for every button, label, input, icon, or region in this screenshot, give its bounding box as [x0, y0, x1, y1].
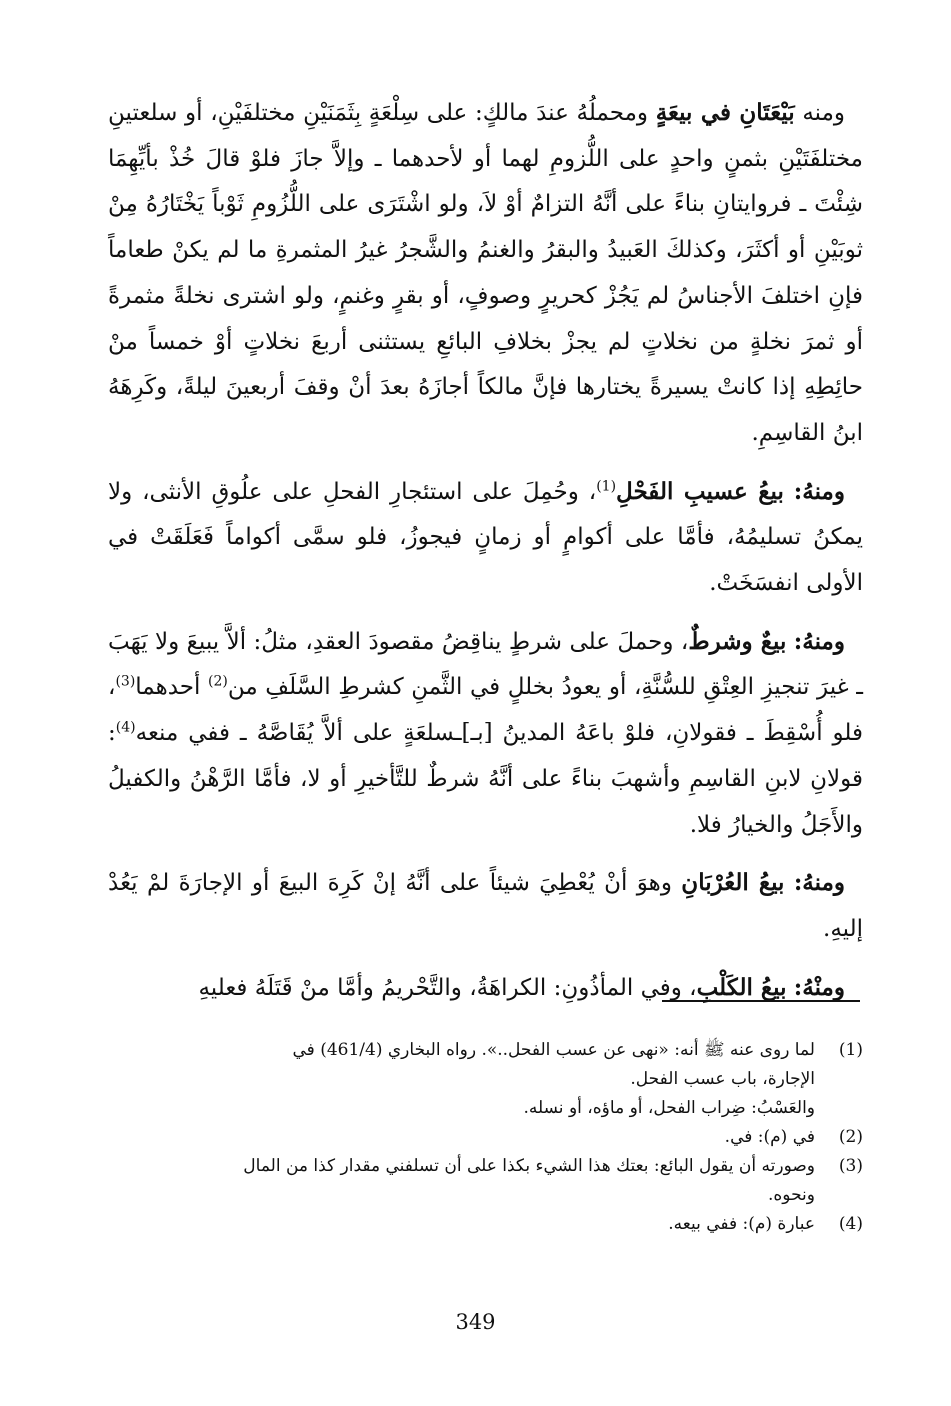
paragraph-1	[108, 90, 863, 457]
topic-term: بيعُ الكَلْبِ	[696, 973, 787, 1001]
paragraph-2	[108, 469, 863, 607]
footnote-1	[108, 1036, 863, 1094]
paragraph-5	[108, 965, 863, 1012]
paragraph-lead: ومنهُ:	[793, 869, 846, 897]
page-number: 349	[455, 1310, 496, 1334]
paragraph-3	[108, 619, 863, 849]
footnotes	[108, 1036, 863, 1239]
footnote-2	[108, 1123, 863, 1152]
paragraph-text: ومحملُهُ عندَ مالكٍ: على سِلْعَةٍ بِثَمَنَيْنِ مختلفَيْنِ، أو سلعتينِ مختلفَتَيْنِ بثمنٍ واحدٍ على اللُّزومِ لهما أو لأحدهما ـ وإلاَّ جازَ فلوْ قالَ خُذْ بأيِّهِمَا شِئْتَ ـ فروايتانِ بناءً على أنَّهُ التزامٌ أوْ لاَ، ولو اشْتَرَى على اللُّزُومِ ثَوْباً يَخْتَارُهُ مِنْ ثوبَيْنِ أو أكثَرَ، وكذلكَ العَبيدُ والبقرُ والغنمُ والشَّجرُ غيرُ المثمرةِ ما لم يكنْ طعاماً فإنِ اختلفَ الأجناسُ لم يَجُزْ كحريرٍ وصوفٍ، أو بقرٍ وغنمٍ، ولو اشترى نخلةً مثمرةً أو ثمرَ نخلةٍ من نخلاتٍ لم يجزْ بخلافِ البائعِ يستثنى أربعَ نخلاتٍ أوْ خمساً منْ حائِطِهِ إذا كانتْ يسيرةً يختارها فإنَّ مالكاً أجازَهُ بعدَ أنْ وقفَ أربعينَ ليلةً، وكَرِهَهُ ابنُ القاسِمِ.	[108, 100, 863, 446]
main-text	[108, 90, 863, 1011]
paragraph-text: : قولانِ لابنِ القاسِمِ وأشهبَ بناءً على أنَّهُ شرطٌ للتَّأخيرِ أو لا، فأمَّا الرَّهْنُ والكفيلُ والأَجَلُ والخيارُ فلا.	[108, 720, 863, 838]
footnote-ref[interactable]: (2)	[208, 673, 228, 690]
paragraph-text: ، وحملَ على شرطٍ يناقِضُ مقصودَ العقدِ، مثلُ: ألاَّ يبيعَ ولا يَهَبَ ـ غيرَ تنجيزِ العِتْقِ للسُّنَّةِ، أو يعودُ بخللٍ في الثَّمنِ كشرطِ السَّلَفِ من	[108, 628, 863, 701]
paragraph-text: وهوَ أنْ يُعْطِيَ شيئاً على أنَّهُ إنْ كَرِهَ البيعَ أو الإجارَةَ لمْ يَعُدْ إليهِ.	[108, 870, 863, 942]
topic-term: بيعٌ وشرطٌ	[688, 627, 787, 655]
topic-term: بيعُ العُرْبَانِ	[681, 869, 785, 897]
paragraph-lead: ومنه	[802, 100, 846, 126]
footnote-line: في (م): في.	[724, 1127, 815, 1147]
paragraph-text: ، وحُمِلَ على استئجارِ الفحلِ على علُوقِ الأنثى، ولا يمكنُ تسليمُهُ، فأمَّا على أكوامٍ أو زمانٍ فيجوزُ، فلو سمَّى أكواماً فَعَلَقَتْ في الأولى انفسَخَتْ.	[108, 478, 863, 597]
footnote-line: لما روى عنه ﷺ أنه: «نهى عن عسب الفحل..». رواه البخاري (461/4) في	[292, 1040, 815, 1060]
footnote-3	[108, 1152, 863, 1210]
topic-term: بيعُ عسيبِ الفَحْلِ	[616, 477, 784, 505]
footnote-number: (2)	[838, 1127, 863, 1147]
footnote-body	[108, 1123, 815, 1152]
footnote-line: وصورته أن يقول البائع: بعتك هذا الشيء بكذا على أن تسلفني مقدار كذا من المال	[243, 1156, 815, 1176]
footnote-1-gloss: والعَسْبُ: ضِراب الفحل، أو ماؤه، أو نسله.	[523, 1098, 815, 1118]
paragraph-text: ، وفي المأذُونِ: الكراهَةُ، والتَّحْريمُ وأمَّا منْ قَتَلَهُ فعليهِ	[198, 974, 697, 1001]
footnote-body	[108, 1210, 815, 1239]
paragraph-lead: ومنْهُ:	[793, 973, 845, 1001]
paragraph-text: ، فلو أُسْقِطَ ـ فقولانِ، فلوْ باعَهُ المدينُ [بـ]ـسلعَةٍ على ألاَّ يُقَاصَّهُ ـ ففي منعه	[108, 674, 863, 747]
footnote-line: ونحوه.	[767, 1185, 815, 1205]
footnote-body	[108, 1152, 815, 1210]
footnote-4	[108, 1210, 863, 1239]
paragraph-lead: ومنهُ:	[793, 477, 845, 505]
footnote-number: (4)	[838, 1214, 863, 1234]
footnote-line: عبارة (م): ففي بيعه.	[668, 1214, 815, 1234]
footnote-ref[interactable]: (1)	[596, 477, 617, 494]
paragraph-4	[108, 860, 863, 952]
footnote-body	[108, 1036, 815, 1094]
footnote-number: (3)	[838, 1156, 863, 1176]
footnote-number: (1)	[838, 1040, 863, 1060]
footnote-separator	[662, 1000, 860, 1002]
topic-term: بَيْعَتَانِ في بيعَةٍ	[655, 99, 795, 126]
footnote-ref[interactable]: (4)	[115, 719, 136, 736]
paragraph-text: أحدهما	[135, 674, 209, 701]
footnote-line: الإجارة، باب عسب الفحل.	[630, 1069, 815, 1089]
footnote-ref[interactable]: (3)	[115, 673, 136, 690]
paragraph-lead: ومنهُ:	[793, 627, 845, 655]
